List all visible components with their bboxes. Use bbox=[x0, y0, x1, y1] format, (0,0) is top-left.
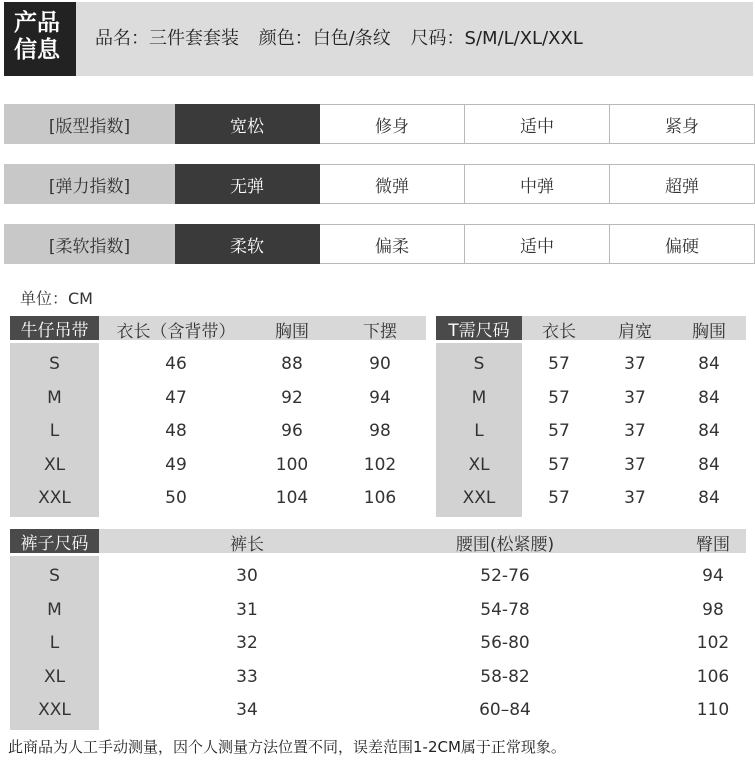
table-cell: 57 bbox=[548, 354, 570, 374]
column-header: 裤长 bbox=[230, 535, 264, 555]
index-option: 修身 bbox=[320, 104, 465, 144]
size-label: XL bbox=[43, 454, 66, 475]
index-row bbox=[4, 164, 755, 204]
table-cell: 37 bbox=[624, 387, 646, 408]
index-label: [弹力指数] bbox=[4, 164, 175, 204]
product-sizes: 尺码：S/M/L/XL/XXL bbox=[410, 28, 583, 49]
table-cell: 96 bbox=[281, 421, 303, 441]
tshirt_table-title: T需尺码 bbox=[436, 316, 522, 340]
column-header: 衣长 bbox=[542, 322, 576, 342]
table-cell: 31 bbox=[236, 599, 258, 620]
product-summary bbox=[95, 24, 597, 50]
column-header: 肩宽 bbox=[618, 322, 652, 342]
index-option-selected: 无弹 bbox=[175, 164, 320, 204]
size-label: M bbox=[471, 387, 487, 408]
table-cell: 100 bbox=[275, 454, 309, 475]
table-cell: 84 bbox=[698, 354, 720, 374]
table-cell: 57 bbox=[548, 387, 570, 408]
product-color: 颜色：白色/条纹 bbox=[258, 28, 391, 49]
table-cell: 84 bbox=[698, 488, 720, 508]
size-label: S bbox=[473, 354, 485, 374]
table-cell: 49 bbox=[165, 454, 187, 475]
size-label: XL bbox=[468, 454, 490, 475]
index-option: 紧身 bbox=[610, 104, 755, 144]
table-cell: 60–84 bbox=[479, 700, 531, 720]
index-label: [版型指数] bbox=[4, 104, 175, 144]
column-header: 下摆 bbox=[363, 322, 397, 342]
index-option-selected: 宽松 bbox=[175, 104, 320, 144]
table-cell: 46 bbox=[165, 354, 187, 374]
badge-line-2: 信息 bbox=[14, 37, 60, 63]
table-cell: 88 bbox=[281, 354, 303, 374]
column-header: 腰围(松紧腰) bbox=[455, 535, 555, 555]
table-cell: 37 bbox=[624, 488, 646, 508]
table-cell: 57 bbox=[548, 454, 570, 475]
size-label: XXL bbox=[38, 488, 71, 508]
column-header: 胸围 bbox=[692, 322, 726, 342]
product-name: 品名：三件套套装 bbox=[95, 28, 239, 49]
index-row bbox=[4, 224, 755, 264]
table-cell: 110 bbox=[696, 700, 730, 720]
overalls_table-title: 牛仔吊带 bbox=[10, 316, 99, 340]
table-cell: 104 bbox=[275, 488, 309, 508]
size-label: L bbox=[49, 633, 60, 653]
unit-label: 单位：CM bbox=[20, 289, 93, 308]
table-cell: 50 bbox=[165, 488, 187, 508]
table-cell: 98 bbox=[702, 599, 724, 620]
table-cell: 106 bbox=[363, 488, 397, 508]
size-label: XXL bbox=[462, 488, 496, 508]
size-label: L bbox=[474, 421, 484, 441]
table-cell: 94 bbox=[702, 566, 724, 586]
badge-line-1: 产品 bbox=[14, 10, 60, 36]
table-cell: 92 bbox=[281, 387, 303, 408]
table-cell: 84 bbox=[698, 454, 720, 475]
table-cell: 57 bbox=[548, 421, 570, 441]
size-label: S bbox=[49, 354, 60, 374]
table-cell: 102 bbox=[696, 633, 730, 653]
index-label: [柔软指数] bbox=[4, 224, 175, 264]
table-cell: 94 bbox=[369, 387, 391, 408]
table-cell: 47 bbox=[165, 387, 187, 408]
table-cell: 37 bbox=[624, 421, 646, 441]
table-cell: 33 bbox=[236, 666, 258, 687]
table-cell: 54-78 bbox=[480, 599, 530, 620]
column-header: 臀围 bbox=[696, 535, 730, 555]
pants_table-title: 裤子尺码 bbox=[10, 529, 99, 553]
product-info-badge bbox=[4, 2, 76, 76]
table-cell: 52-76 bbox=[480, 566, 530, 586]
table-cell: 102 bbox=[363, 454, 397, 475]
index-option: 超弹 bbox=[610, 164, 755, 204]
column-header: 衣长（含背带） bbox=[116, 322, 236, 342]
table-cell: 90 bbox=[369, 354, 391, 374]
table-cell: 32 bbox=[236, 633, 258, 653]
table-cell: 106 bbox=[696, 666, 730, 687]
index-option: 偏硬 bbox=[610, 224, 755, 264]
table-cell: 84 bbox=[698, 421, 720, 441]
index-option: 适中 bbox=[465, 224, 610, 264]
table-cell: 58-82 bbox=[480, 666, 530, 687]
size-label: M bbox=[47, 387, 62, 408]
index-option: 适中 bbox=[465, 104, 610, 144]
table-cell: 34 bbox=[236, 700, 258, 720]
table-cell: 37 bbox=[624, 454, 646, 475]
index-option: 偏柔 bbox=[320, 224, 465, 264]
size-label: M bbox=[47, 599, 62, 620]
measurement-note: 此商品为人工手动测量，因个人测量方法位置不同，误差范围1-2CM属于正常现象。 bbox=[8, 738, 566, 756]
column-header: 胸围 bbox=[275, 322, 309, 342]
table-cell: 57 bbox=[548, 488, 570, 508]
table-cell: 30 bbox=[236, 566, 258, 586]
index-row bbox=[4, 104, 755, 144]
index-option: 中弹 bbox=[465, 164, 610, 204]
table-cell: 84 bbox=[698, 387, 720, 408]
size-label: L bbox=[49, 421, 60, 441]
table-cell: 48 bbox=[165, 421, 187, 441]
size-label: XXL bbox=[38, 700, 71, 720]
index-option-selected: 柔软 bbox=[175, 224, 320, 264]
size-label: XL bbox=[43, 666, 66, 687]
table-cell: 56-80 bbox=[480, 633, 530, 653]
table-cell: 98 bbox=[369, 421, 391, 441]
index-option: 微弹 bbox=[320, 164, 465, 204]
table-cell: 37 bbox=[624, 354, 646, 374]
size-label: S bbox=[49, 566, 60, 586]
